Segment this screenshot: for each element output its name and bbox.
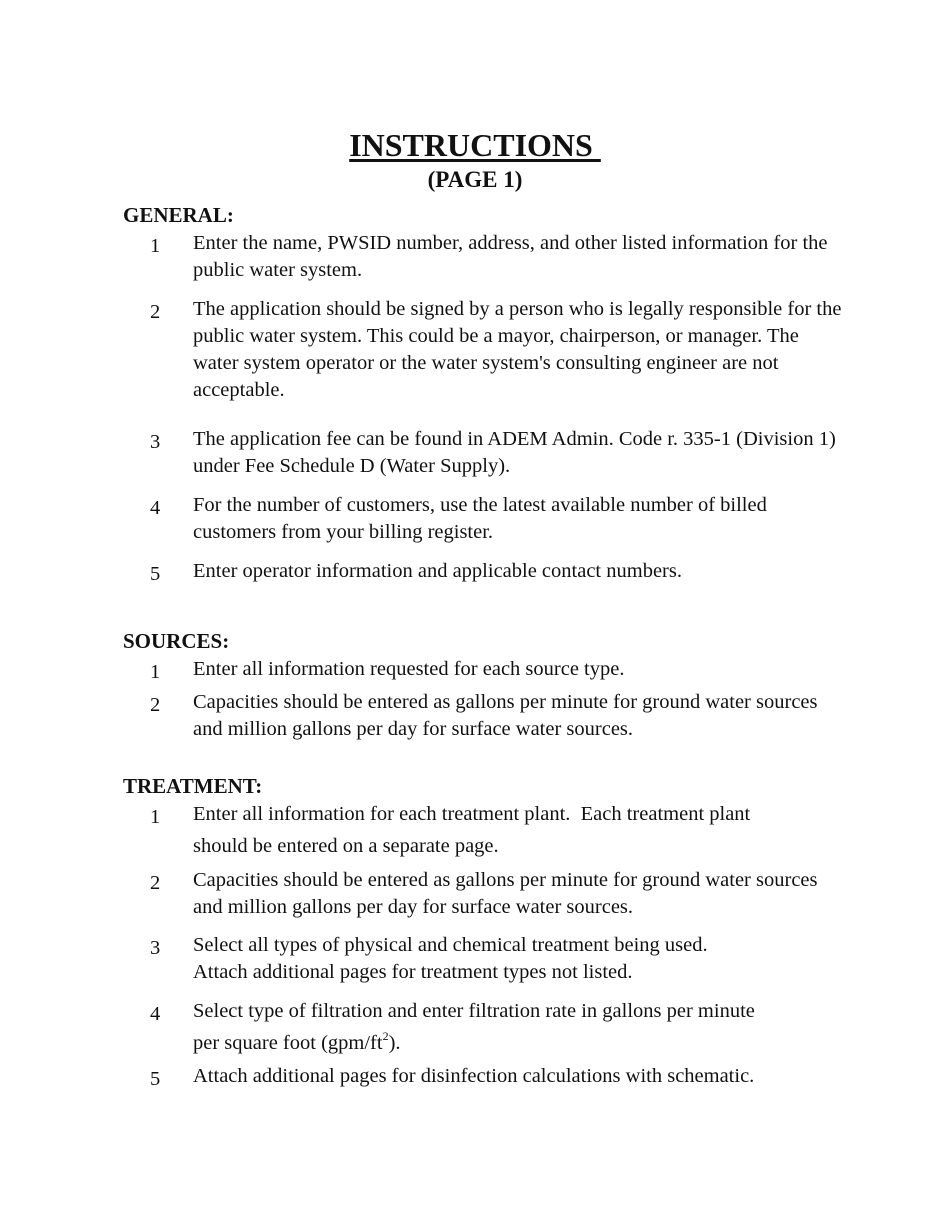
general-heading: GENERAL:	[123, 203, 234, 227]
item-number: 1	[150, 661, 161, 683]
page-title: INSTRUCTIONS	[349, 127, 601, 163]
item-number: 5	[150, 1068, 161, 1090]
item-text-line-1: Select type of filtration and enter filtration rate in gallons per minute	[193, 1000, 755, 1022]
item-text: Enter all information requested for each source type.	[193, 658, 625, 680]
item-text: Enter the name, PWSID number, address, and other listed information for the public water system.	[193, 232, 828, 281]
item-text-line-1: Select all types of physical and chemical treatment being used.	[193, 934, 708, 956]
item-text-main: per square foot (gpm/ft	[193, 1032, 383, 1054]
sources-heading: SOURCES:	[123, 629, 230, 653]
item-text: The application should be signed by a person who is legally responsible for the public water system. This could be a mayor, chairperson, or manager. The water system operator or the water system's consulting engineer are not acceptable.	[193, 298, 842, 401]
item-number: 2	[150, 301, 161, 323]
item-text: For the number of customers, use the latest available number of billed customers from your billing register.	[193, 494, 767, 543]
item-text: Attach additional pages for disinfection calculations with schematic.	[193, 1065, 755, 1087]
item-text-line-2: should be entered on a separate page.	[193, 835, 499, 857]
item-number: 5	[150, 563, 161, 585]
item-number: 1	[150, 806, 161, 828]
item-text	[193, 801, 843, 860]
item-text: Capacities should be entered as gallons per minute for ground water sources and million gallons per day for surface water sources.	[193, 869, 818, 918]
item-number: 2	[150, 694, 161, 716]
item-text-line-2: Attach additional pages for treatment types not listed.	[193, 961, 633, 983]
item-text: Enter operator information and applicable contact numbers.	[193, 560, 682, 582]
item-text: The application fee can be found in ADEM Admin. Code r. 335-1 (Division 1) under Fee Schedule D (Water Supply).	[193, 428, 836, 477]
item-number: 2	[150, 872, 161, 894]
item-number: 4	[150, 497, 161, 519]
treatment-heading: TREATMENT:	[123, 774, 263, 798]
item-number: 3	[150, 937, 161, 959]
item-text: Capacities should be entered as gallons per minute for ground water sources and million gallons per day for surface water sources.	[193, 691, 818, 740]
item-text	[193, 998, 843, 1057]
item-text	[193, 932, 843, 986]
item-text-end: ).	[388, 1032, 401, 1054]
item-number: 4	[150, 1003, 161, 1025]
item-text-line-1: Enter all information for each treatment plant. Each treatment plant	[193, 803, 751, 825]
item-number: 3	[150, 431, 161, 453]
item-number: 1	[150, 235, 161, 257]
item-text-line-2	[193, 1030, 843, 1057]
superscript: 2	[382, 1029, 389, 1044]
page-subtitle: (PAGE 1)	[427, 167, 523, 192]
